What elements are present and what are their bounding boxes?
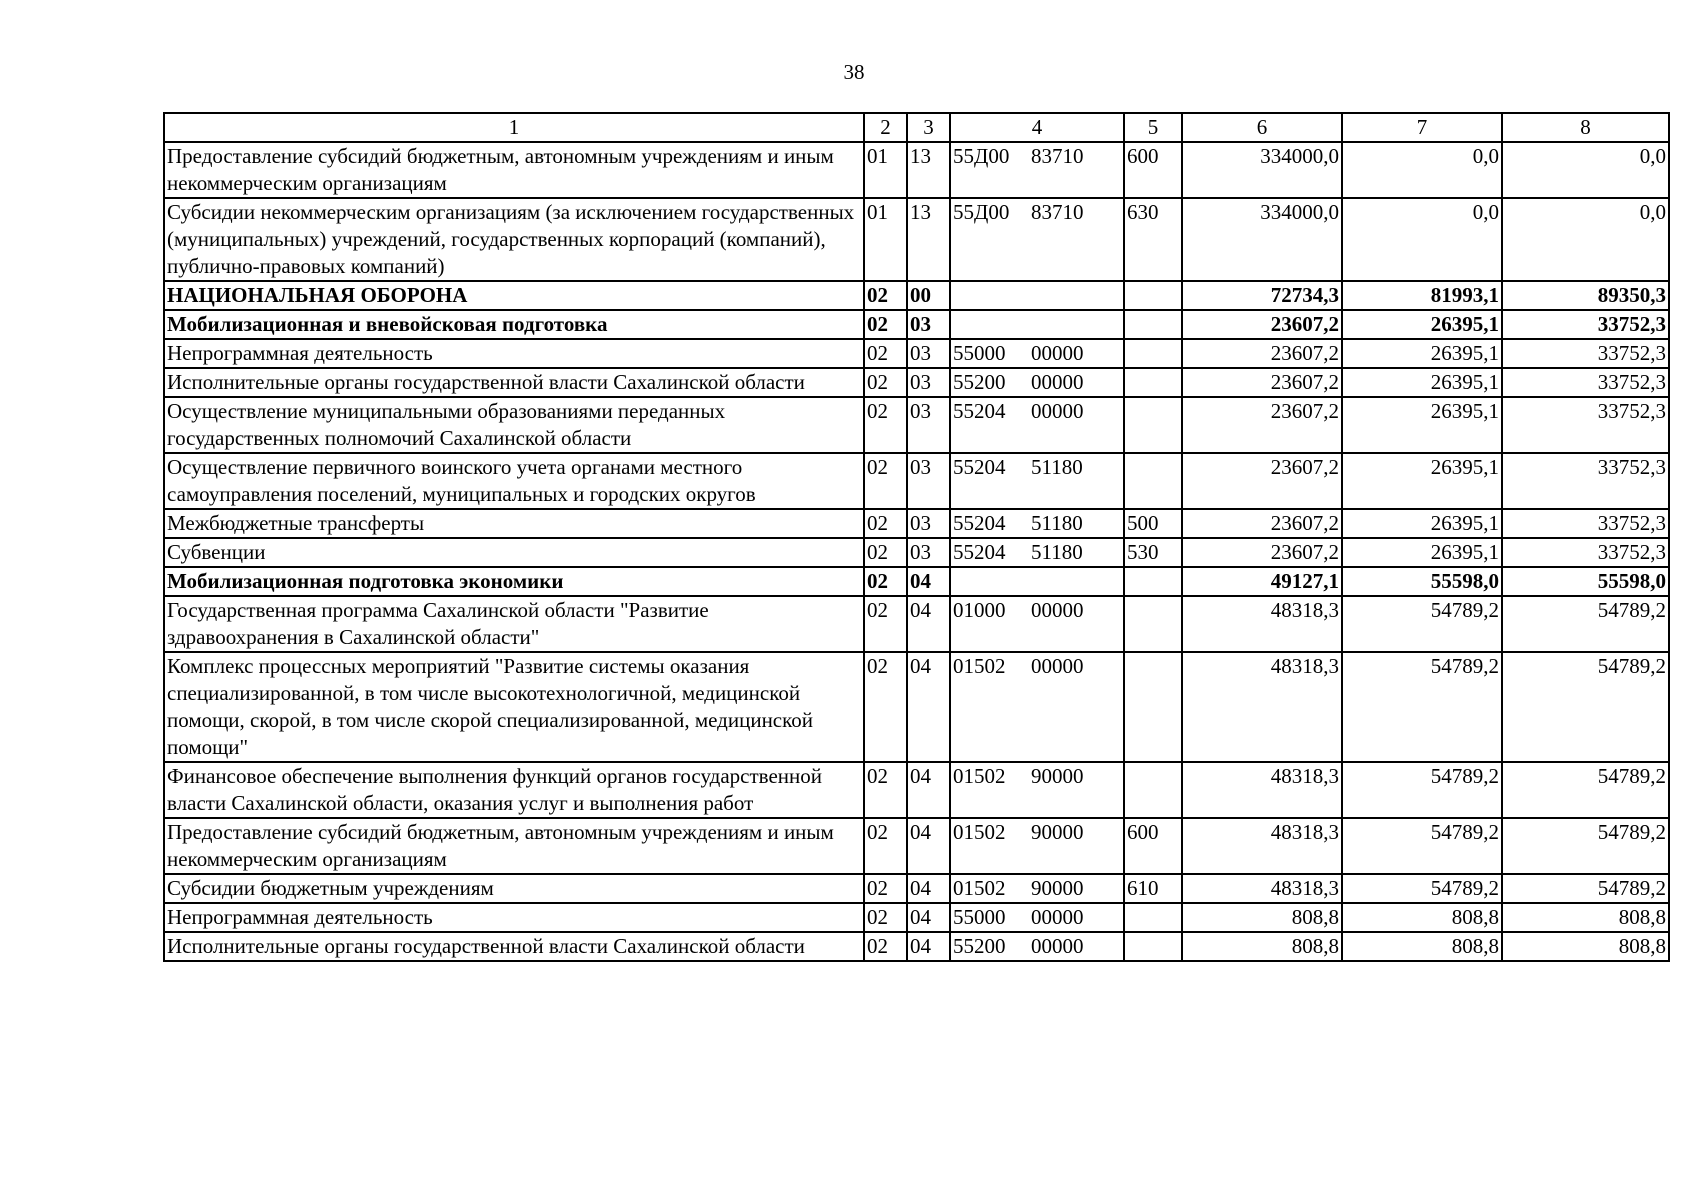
- expense-type-cell: [1124, 932, 1182, 961]
- table-row: [164, 874, 1669, 903]
- amount-col7-cell: 808,8: [1342, 903, 1502, 932]
- subsection-code-cell: 03: [907, 397, 950, 453]
- subsection-code-cell: 04: [907, 874, 950, 903]
- amount-col7-cell: 26395,1: [1342, 339, 1502, 368]
- amount-col7-cell: 81993,1: [1342, 281, 1502, 310]
- expense-type-cell: [1124, 281, 1182, 310]
- row-name-cell: Непрограммная деятельность: [164, 339, 864, 368]
- table-row: [164, 903, 1669, 932]
- row-name-cell: Исполнительные органы государственной власти Сахалинской области: [164, 368, 864, 397]
- amount-col6-cell: 23607,2: [1182, 453, 1342, 509]
- amount-col7-cell: 54789,2: [1342, 818, 1502, 874]
- expense-type-cell: [1124, 762, 1182, 818]
- amount-col6-cell: 49127,1: [1182, 567, 1342, 596]
- amount-col8-cell: 33752,3: [1502, 509, 1669, 538]
- target-article-cell: [950, 652, 1124, 762]
- subsection-code-cell: 03: [907, 453, 950, 509]
- row-name-cell: Мобилизационная и вневойсковая подготовка: [164, 310, 864, 339]
- amount-col8-cell: 33752,3: [1502, 538, 1669, 567]
- section-code-cell: 02: [864, 368, 907, 397]
- program-code: 55000: [953, 341, 1006, 365]
- subsection-code-cell: 04: [907, 818, 950, 874]
- row-name-cell: НАЦИОНАЛЬНАЯ ОБОРОНА: [164, 281, 864, 310]
- row-name-cell: Субсидии бюджетным учреждениям: [164, 874, 864, 903]
- row-name-cell: Субсидии некоммерческим организациям (за исключением государственных (муниципальных) учреждений, государственных корпораций (компаний), публично-правовых компаний): [164, 198, 864, 281]
- direction-code: 51180: [1031, 540, 1083, 564]
- amount-col6-cell: 23607,2: [1182, 368, 1342, 397]
- table-row: [164, 567, 1669, 596]
- amount-col7-cell: 0,0: [1342, 198, 1502, 281]
- amount-col8-cell: 54789,2: [1502, 652, 1669, 762]
- table-row: [164, 538, 1669, 567]
- amount-col8-cell: 89350,3: [1502, 281, 1669, 310]
- target-article-cell: [950, 538, 1124, 567]
- target-article-cell: [950, 198, 1124, 281]
- amount-col7-cell: 0,0: [1342, 142, 1502, 198]
- expense-type-cell: [1124, 652, 1182, 762]
- direction-code: 00000: [1031, 934, 1084, 958]
- table-row: [164, 596, 1669, 652]
- amount-col6-cell: 334000,0: [1182, 198, 1342, 281]
- section-code-cell: 02: [864, 310, 907, 339]
- amount-col7-cell: 54789,2: [1342, 652, 1502, 762]
- amount-col8-cell: 808,8: [1502, 932, 1669, 961]
- target-article-cell: [950, 368, 1124, 397]
- direction-code: 83710: [1031, 144, 1084, 168]
- target-article-cell: [950, 339, 1124, 368]
- section-code-cell: 02: [864, 874, 907, 903]
- amount-col6-cell: 808,8: [1182, 903, 1342, 932]
- amount-col7-cell: 26395,1: [1342, 453, 1502, 509]
- program-code: 55200: [953, 934, 1006, 958]
- subsection-code-cell: 03: [907, 339, 950, 368]
- section-code-cell: 02: [864, 339, 907, 368]
- expense-type-cell: [1124, 903, 1182, 932]
- header-cell: 4: [950, 113, 1124, 142]
- table-row: [164, 198, 1669, 281]
- target-article-cell: [950, 310, 1124, 339]
- section-code-cell: 02: [864, 509, 907, 538]
- amount-col8-cell: 54789,2: [1502, 874, 1669, 903]
- program-code: 55204: [953, 399, 1006, 423]
- table-row: [164, 818, 1669, 874]
- amount-col6-cell: 334000,0: [1182, 142, 1342, 198]
- amount-col8-cell: 54789,2: [1502, 762, 1669, 818]
- program-code: 01000: [953, 598, 1006, 622]
- target-article-cell: [950, 281, 1124, 310]
- direction-code: 90000: [1031, 820, 1084, 844]
- row-name-cell: Предоставление субсидий бюджетным, автономным учреждениям и иным некоммерческим организациям: [164, 142, 864, 198]
- row-name-cell: Государственная программа Сахалинской области "Развитие здравоохранения в Сахалинской области": [164, 596, 864, 652]
- program-code: 01502: [953, 764, 1006, 788]
- header-cell: 2: [864, 113, 907, 142]
- expense-type-cell: 600: [1124, 142, 1182, 198]
- amount-col6-cell: 23607,2: [1182, 538, 1342, 567]
- section-code-cell: 02: [864, 596, 907, 652]
- table-row: [164, 142, 1669, 198]
- amount-col8-cell: 808,8: [1502, 903, 1669, 932]
- header-cell: 3: [907, 113, 950, 142]
- row-name-cell: Комплекс процессных мероприятий "Развитие системы оказания специализированной, в том числе высокотехнологичной, медицинской помощи, скорой, в том числе скорой специализированной, медицинской помощи": [164, 652, 864, 762]
- expense-type-cell: [1124, 453, 1182, 509]
- section-code-cell: 02: [864, 538, 907, 567]
- program-code: 55Д00: [953, 200, 1010, 224]
- amount-col8-cell: 33752,3: [1502, 368, 1669, 397]
- target-article-cell: [950, 567, 1124, 596]
- amount-col6-cell: 48318,3: [1182, 818, 1342, 874]
- amount-col6-cell: 48318,3: [1182, 596, 1342, 652]
- expense-type-cell: 630: [1124, 198, 1182, 281]
- table-row: [164, 932, 1669, 961]
- amount-col7-cell: 26395,1: [1342, 538, 1502, 567]
- section-code-cell: 02: [864, 932, 907, 961]
- page-number: 38: [843, 60, 865, 84]
- target-article-cell: [950, 932, 1124, 961]
- amount-col6-cell: 48318,3: [1182, 652, 1342, 762]
- subsection-code-cell: 13: [907, 198, 950, 281]
- table-row: [164, 509, 1669, 538]
- program-code: 55204: [953, 455, 1006, 479]
- amount-col7-cell: 26395,1: [1342, 509, 1502, 538]
- direction-code: 90000: [1031, 764, 1084, 788]
- expense-type-cell: [1124, 368, 1182, 397]
- section-code-cell: 02: [864, 453, 907, 509]
- direction-code: 00000: [1031, 598, 1084, 622]
- expense-type-cell: [1124, 339, 1182, 368]
- program-code: 01502: [953, 654, 1006, 678]
- expense-type-cell: [1124, 567, 1182, 596]
- row-name-cell: Исполнительные органы государственной власти Сахалинской области: [164, 932, 864, 961]
- amount-col8-cell: 55598,0: [1502, 567, 1669, 596]
- row-name-cell: Непрограммная деятельность: [164, 903, 864, 932]
- table-row: [164, 762, 1669, 818]
- program-code: 01502: [953, 876, 1006, 900]
- table-row: [164, 397, 1669, 453]
- subsection-code-cell: 04: [907, 762, 950, 818]
- amount-col7-cell: 54789,2: [1342, 874, 1502, 903]
- expense-type-cell: [1124, 310, 1182, 339]
- amount-col8-cell: 54789,2: [1502, 818, 1669, 874]
- section-code-cell: 02: [864, 652, 907, 762]
- table-row: [164, 453, 1669, 509]
- subsection-code-cell: 03: [907, 368, 950, 397]
- amount-col6-cell: 72734,3: [1182, 281, 1342, 310]
- direction-code: 83710: [1031, 200, 1084, 224]
- amount-col8-cell: 33752,3: [1502, 397, 1669, 453]
- row-name-cell: Субвенции: [164, 538, 864, 567]
- expense-type-cell: [1124, 596, 1182, 652]
- target-article-cell: [950, 596, 1124, 652]
- direction-code: 00000: [1031, 654, 1084, 678]
- expense-type-cell: 530: [1124, 538, 1182, 567]
- section-code-cell: 02: [864, 567, 907, 596]
- amount-col7-cell: 26395,1: [1342, 310, 1502, 339]
- target-article-cell: [950, 453, 1124, 509]
- program-code: 55Д00: [953, 144, 1010, 168]
- target-article-cell: [950, 142, 1124, 198]
- amount-col7-cell: 54789,2: [1342, 762, 1502, 818]
- amount-col6-cell: 23607,2: [1182, 397, 1342, 453]
- direction-code: 51180: [1031, 511, 1083, 535]
- amount-col7-cell: 808,8: [1342, 932, 1502, 961]
- expense-type-cell: 610: [1124, 874, 1182, 903]
- direction-code: 90000: [1031, 876, 1084, 900]
- subsection-code-cell: 13: [907, 142, 950, 198]
- header-row: [164, 113, 1669, 142]
- row-name-cell: Осуществление муниципальными образованиями переданных государственных полномочий Сахалинской области: [164, 397, 864, 453]
- amount-col6-cell: 23607,2: [1182, 310, 1342, 339]
- section-code-cell: 01: [864, 198, 907, 281]
- header-cell: 7: [1342, 113, 1502, 142]
- direction-code: 00000: [1031, 341, 1084, 365]
- section-code-cell: 02: [864, 903, 907, 932]
- amount-col6-cell: 23607,2: [1182, 509, 1342, 538]
- table-body: [164, 142, 1669, 961]
- subsection-code-cell: 04: [907, 903, 950, 932]
- row-name-cell: Мобилизационная подготовка экономики: [164, 567, 864, 596]
- amount-col8-cell: 54789,2: [1502, 596, 1669, 652]
- amount-col6-cell: 48318,3: [1182, 874, 1342, 903]
- target-article-cell: [950, 874, 1124, 903]
- target-article-cell: [950, 762, 1124, 818]
- expense-type-cell: [1124, 397, 1182, 453]
- target-article-cell: [950, 397, 1124, 453]
- amount-col8-cell: 0,0: [1502, 142, 1669, 198]
- direction-code: 51180: [1031, 455, 1083, 479]
- section-code-cell: 02: [864, 818, 907, 874]
- section-code-cell: 02: [864, 397, 907, 453]
- subsection-code-cell: 00: [907, 281, 950, 310]
- program-code: 55000: [953, 905, 1006, 929]
- row-name-cell: Финансовое обеспечение выполнения функций органов государственной власти Сахалинской области, оказания услуг и выполнения работ: [164, 762, 864, 818]
- row-name-cell: Осуществление первичного воинского учета органами местного самоуправления поселений, муниципальных и городских округов: [164, 453, 864, 509]
- amount-col7-cell: 55598,0: [1342, 567, 1502, 596]
- program-code: 01502: [953, 820, 1006, 844]
- row-name-cell: Межбюджетные трансферты: [164, 509, 864, 538]
- table-row: [164, 339, 1669, 368]
- subsection-code-cell: 04: [907, 596, 950, 652]
- subsection-code-cell: 04: [907, 652, 950, 762]
- subsection-code-cell: 04: [907, 932, 950, 961]
- program-code: 55204: [953, 511, 1006, 535]
- target-article-cell: [950, 818, 1124, 874]
- subsection-code-cell: 03: [907, 509, 950, 538]
- table-row: [164, 368, 1669, 397]
- row-name-cell: Предоставление субсидий бюджетным, автономным учреждениям и иным некоммерческим организациям: [164, 818, 864, 874]
- table-row: [164, 652, 1669, 762]
- amount-col8-cell: 33752,3: [1502, 310, 1669, 339]
- amount-col6-cell: 48318,3: [1182, 762, 1342, 818]
- target-article-cell: [950, 509, 1124, 538]
- subsection-code-cell: 03: [907, 310, 950, 339]
- amount-col7-cell: 26395,1: [1342, 368, 1502, 397]
- direction-code: 00000: [1031, 370, 1084, 394]
- amount-col7-cell: 54789,2: [1342, 596, 1502, 652]
- subsection-code-cell: 03: [907, 538, 950, 567]
- section-code-cell: 02: [864, 281, 907, 310]
- target-article-cell: [950, 903, 1124, 932]
- table-row: [164, 281, 1669, 310]
- program-code: 55200: [953, 370, 1006, 394]
- amount-col6-cell: 23607,2: [1182, 339, 1342, 368]
- direction-code: 00000: [1031, 905, 1084, 929]
- section-code-cell: 01: [864, 142, 907, 198]
- header-cell: 5: [1124, 113, 1182, 142]
- table-row: [164, 310, 1669, 339]
- expense-type-cell: 600: [1124, 818, 1182, 874]
- amount-col8-cell: 33752,3: [1502, 339, 1669, 368]
- program-code: 55204: [953, 540, 1006, 564]
- header-cell: 8: [1502, 113, 1669, 142]
- section-code-cell: 02: [864, 762, 907, 818]
- amount-col6-cell: 808,8: [1182, 932, 1342, 961]
- header-cell: 1: [164, 113, 864, 142]
- amount-col8-cell: 0,0: [1502, 198, 1669, 281]
- budget-table: [163, 112, 1670, 962]
- direction-code: 00000: [1031, 399, 1084, 423]
- subsection-code-cell: 04: [907, 567, 950, 596]
- amount-col7-cell: 26395,1: [1342, 397, 1502, 453]
- header-cell: 6: [1182, 113, 1342, 142]
- expense-type-cell: 500: [1124, 509, 1182, 538]
- amount-col8-cell: 33752,3: [1502, 453, 1669, 509]
